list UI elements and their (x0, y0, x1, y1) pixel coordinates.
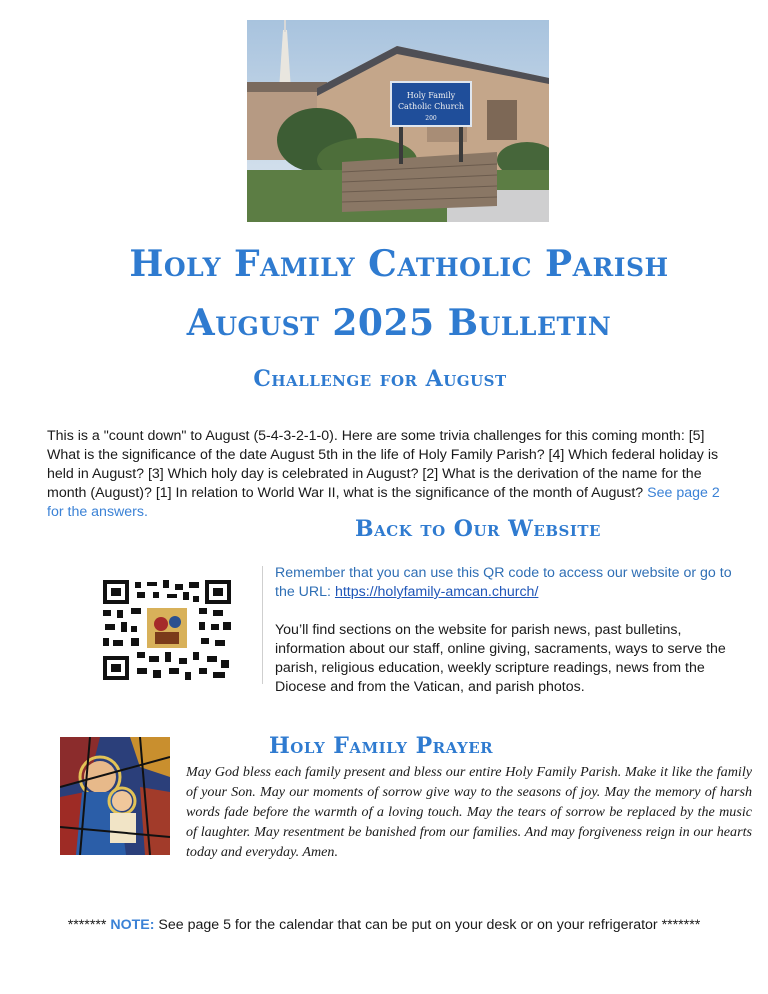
sign-line1: Holy Family (406, 91, 456, 100)
footer-note (0, 917, 768, 933)
website-section (275, 564, 745, 697)
challenge-section (47, 427, 737, 522)
page-title-line1: Holy Family Catholic Parish (129, 243, 669, 285)
divider (262, 566, 263, 684)
website-intro: Remember that you can use this QR code to access our website or go to the URL: (275, 565, 732, 600)
website-heading: Back to Our Website (355, 516, 601, 542)
stained-glass-image (60, 737, 170, 855)
challenge-body: This is a "count down" to August (5-4-3-2-1-0). Here are some trivia challenges for this coming month: [5] What is the significance of the date August 5th in the life of Holy Family Parish? [4] Which federal holiday is held in August? [3] Which holy day is celebrated in August? [2] What is the derivation of the name for the month (August)? [1] In relation to World War II, what is the significance of the month of August? (47, 428, 719, 501)
page-title-line2: August 2025 Bulletin (186, 302, 612, 344)
website-sections-text: You’ll find sections on the website for parish news, past bulletins, information about our staff, online giving, sacraments, ways to serve the parish, religious education, weekly scripture readings, news from the Diocese and from the Vatican, and parish photos. (275, 622, 726, 695)
note-prefix: ******* (67, 917, 111, 933)
challenge-heading: Challenge for August (253, 366, 507, 392)
sign-line2: Catholic Church (397, 102, 465, 111)
note-label: NOTE: (110, 917, 155, 933)
website-url-link[interactable]: https://holyfamily-amcan.church/ (334, 584, 539, 600)
qr-code[interactable] (103, 580, 231, 680)
sign-number: 200 (425, 115, 437, 122)
church-photo (247, 20, 549, 222)
note-text: See page 5 for the calendar that can be put on your desk or on your refrigerator ******* (154, 917, 701, 933)
prayer-text: May God bless each family present and bless our entire Holy Family Parish. Make it like the family of your Son. May our moments of sorrow give way to the seasons of joy. May the memory of harsh words fade before the warmth of a loving touch. May the tears of sorrow be replaced by the music of laughter. May resentment be banished from our families. And may forgiveness reign in our hearts today and everyday. Amen. (186, 764, 752, 860)
prayer-heading: Holy Family Prayer (269, 733, 494, 759)
answers-link[interactable]: See page 2 for the answers. (47, 485, 720, 520)
